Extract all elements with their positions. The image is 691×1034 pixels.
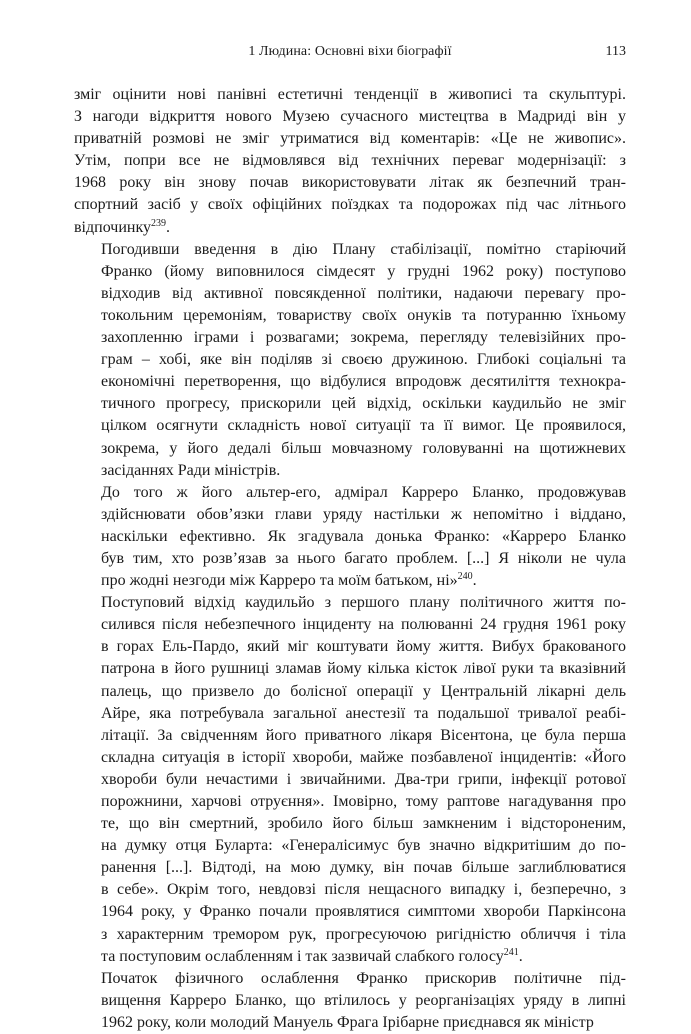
line-text: в себе». Окрім того, невдовзі після нещасного випадку і, безперечно, з [101,881,626,899]
line-text: тичного прогресу, прискорили цей відхід, оскільки каудильйо не зміг [101,395,626,413]
book-page [74,42,626,1034]
line-text: 1962 року, коли молодий Мануель Фрага Ірібарне приєднався як міністр [101,1013,594,1031]
line-text: Утім, попри все не відмовлявся від технічних переваг модернізації: з [74,152,626,170]
line-tail: . [166,218,171,236]
line-text: в горах Ель-Пардо, який міг коштувати йому життя. Вибух бракованого [101,638,626,656]
text-line [74,482,626,504]
line-text: про жодні незгоди між Карреро та моїм батьком, ні» [101,572,458,590]
text-line [74,658,626,680]
text-line [74,305,626,327]
text-line [74,460,626,482]
paragraph [74,592,626,968]
line-text: економічні перетворення, що відбулися впродовж десятиліття технокра- [101,373,626,391]
text-line [74,194,626,216]
line-text: токольним церемоніям, товариству своїх онуків та потуранню їхньому [101,306,626,324]
text-line [74,990,626,1012]
line-text: з характерним тремором рук, прогресуючою ригідністю обличчя і тіла [101,925,626,943]
text-line [74,504,626,526]
line-text: Погодивши введення в дію Плану стабілізації, помітно старіючий [101,240,626,258]
line-text: силився після небезпечного інциденту на полюванні 24 грудня 1961 року [101,616,626,634]
text-line [74,1012,626,1034]
line-text: складна ситуація в історії хвороби, майже позбавленої інцидентів: «Його [101,748,626,766]
text-line [74,217,626,239]
line-text: зокрема, у його дедалі більш мовчазному головуванні на щотижневих [101,439,626,457]
line-text: захопленню іграми і розвагами; зокрема, перегляду телевізійних про- [101,329,626,347]
text-line [74,725,626,747]
line-text: на думку отця Буларта: «Генералісимус був значно відкритішим до по- [101,837,626,855]
line-text: цілком осягнути складність нової ситуації та її вимог. Це проявилося, [101,417,626,435]
text-line [74,769,626,791]
footnote-marker[interactable]: 239 [151,217,167,229]
text-line [74,415,626,437]
text-line [74,150,626,172]
line-text: З нагоди відкриття нового Музею сучасного мистецтва в Мадриді він у [74,108,626,126]
text-line [74,703,626,725]
text-line [74,393,626,415]
line-text: До того ж його альтер-его, адмірал Карреро Бланко, продовжував [101,483,626,501]
body-text [74,84,626,1034]
text-line [74,835,626,857]
line-tail: . [518,947,523,965]
footnote-marker[interactable]: 240 [457,571,473,583]
text-line [74,946,626,968]
text-line [74,261,626,283]
text-line [74,106,626,128]
text-line [74,526,626,548]
text-line [74,172,626,194]
text-line [74,747,626,769]
paragraph [74,239,626,482]
paragraph [74,84,626,239]
line-text: палець, що призвело до болісної операції у Центральній лікарні дель [101,682,626,700]
line-text: здійснювати обов’язки глави уряду настільки ж непомітно і віддано, [101,505,626,523]
line-text: 1964 року, у Франко почали проявлятися симптоми хвороби Паркінсона [101,903,626,921]
text-line [74,327,626,349]
line-text: Поступовий відхід каудильйо з першого плану політичного життя по- [101,594,626,612]
line-text: ранення [...]. Відтоді, на мою думку, він почав більше заглиблюватися [101,859,626,877]
line-text: був тим, хто розв’язав за нього багато проблем. [...] Я ніколи не чула [101,549,626,567]
text-line [74,924,626,946]
line-text: грам – хобі, яке він поділяв зі своєю дружиною. Глибокі соціальні та [101,351,626,369]
line-text: приватній розмові не зміг утриматися від коментарів: «Це не живопис». [74,130,626,148]
line-text: порожнини, харчові отруєння». Імовірно, тому раптове нагадування про [101,793,626,810]
line-text: та поступовим ослабленням і так зазвичай слабкого голосу [101,947,504,965]
text-line [74,813,626,835]
paragraph [74,482,626,592]
line-text: Початок фізичного ослаблення Франко прискорив політичне під- [101,969,626,987]
line-text: наскільки ефективно. Як згадувала донька Франко: «Карреро Бланко [101,527,626,545]
line-text: Франко (йому виповнилося сімдесят у грудні 1962 року) поступово [101,262,626,280]
text-line [74,548,626,570]
line-text: відпочинку [74,218,152,236]
line-text: 1968 року він знову почав використовувати літак як безпечний тран- [74,174,626,192]
running-header [74,42,626,66]
text-line [74,857,626,879]
page-number: 113 [605,44,626,59]
line-text: вищення Карреро Бланко, що втілилось у реорганізаціях уряду в липні [101,991,626,1009]
line-text: Айре, яка потребувала загальної анестезії та подальшої тривалої реабі- [101,704,626,722]
paragraph [74,968,626,1034]
line-tail: . [472,572,477,590]
text-line [74,283,626,305]
text-line [74,84,626,106]
text-line [74,592,626,614]
line-text: засіданнях Ради міністрів. [101,461,281,479]
text-line [74,371,626,393]
line-text: зміг оцінити нові панівні естетичні тенденції в живописі та скульптурі. [74,86,626,103]
text-line [74,239,626,261]
line-text: літації. За свідченням його приватного лікаря Вісентона, це була перша [101,726,626,744]
line-text: те, що він смертний, зробило його більш замкненим і відстороненим, [101,815,626,833]
footnote-marker[interactable]: 241 [503,946,519,958]
text-line [74,968,626,990]
line-text: патрона в його рушниці зламав йому кілька кісток лівої руки та вказівний [101,660,626,678]
text-line [74,879,626,901]
line-text: відходив від активної повсякденної політики, надаючи перевагу про- [101,284,626,302]
text-line [74,636,626,658]
text-line [74,349,626,371]
text-line [74,128,626,150]
text-line [74,791,626,813]
text-line [74,681,626,703]
line-text: хвороби були нечастими і звичайними. Два-три грипи, інфекції ротової [101,770,626,788]
text-line [74,438,626,460]
text-line [74,901,626,923]
chapter-running-title: 1 Людина: Основні віхи біографії [248,44,452,59]
text-line [74,614,626,636]
text-line [74,570,626,592]
line-text: спортний засіб у своїх офіційних поїздках та подорожах під час літнього [74,196,626,214]
